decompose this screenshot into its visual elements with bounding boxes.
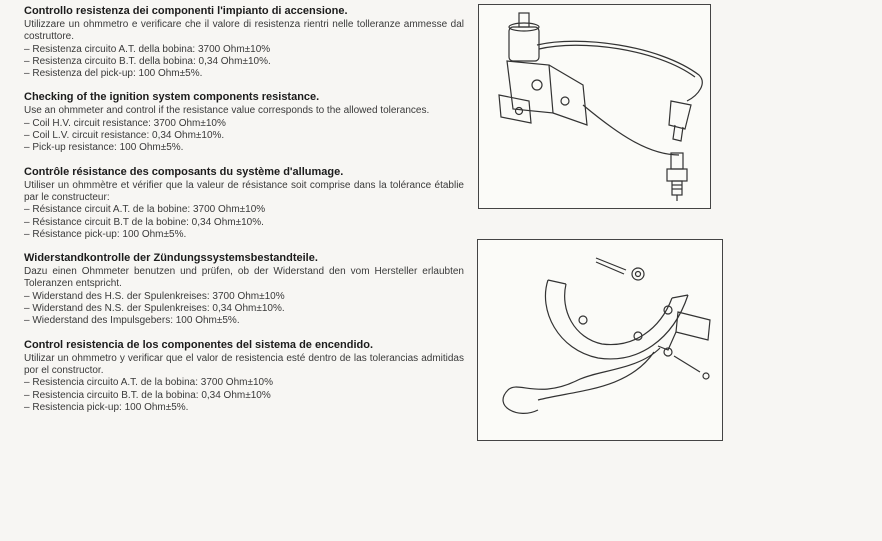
coil-terminal [519, 13, 529, 27]
ignition-coil-figure [478, 4, 711, 209]
spec-item: – Résistance circuit A.T. de la bobine: 3700 Ohm±10% [24, 204, 464, 216]
lv-wire [583, 105, 679, 155]
spec-item: – Résistance circuit B.T de la bobine: 0,34 Ohm±10%. [24, 217, 464, 229]
bolt-head [532, 80, 542, 90]
spec-item: – Resistencia circuito A.T. de la bobina: 3700 Ohm±10% [24, 377, 464, 389]
spec-item: – Wiederstand des Impulsgebers: 100 Ohm±5%. [24, 315, 464, 327]
text-column [24, 4, 464, 424]
pick-up-sensor-assembly-icon [478, 240, 722, 440]
screw [674, 356, 700, 372]
section-heading: Widerstandkontrolle der Zündungssystemsbestandteile. [24, 252, 318, 265]
coil-body [509, 27, 539, 61]
bracket-side [549, 65, 587, 125]
spec-item: – Resistencia pick-up: 100 Ohm±5%. [24, 402, 464, 414]
spec-list [24, 291, 464, 328]
pickup-wire [503, 348, 660, 413]
pickup-body [676, 312, 710, 340]
bolt-head [561, 97, 569, 105]
spec-item: – Resistencia circuito B.T. de la bobina: 0,34 Ohm±10% [24, 390, 464, 402]
spec-item: – Resistenza circuito B.T. della bobina: 0,34 Ohm±10%. [24, 56, 464, 68]
spec-item: – Coil L.V. circuit resistance: 0,34 Ohm±10%. [24, 130, 464, 142]
spec-item: – Widerstand des H.S. der Spulenkreises: 3700 Ohm±10% [24, 291, 464, 303]
spec-item: – Pick-up resistance: 100 Ohm±5%. [24, 142, 464, 154]
section-heading: Control resistencia de los componentes del sistema de encendido. [24, 338, 374, 351]
stator-plate-inner [565, 284, 672, 345]
plug-cap [669, 101, 691, 129]
section-intro: Dazu einen Ohmmeter benutzen und prüfen, ob der Widerstand den vom Hersteller erlaubten Toleranzen entspricht. [24, 266, 464, 290]
section-heading: Contrôle résistance des composants du système d'allumage. [24, 165, 344, 178]
plug-hex [667, 169, 687, 181]
section-spanish [24, 338, 464, 414]
section-heading: Controllo resistenza dei componenti l'impianto di accensione. [24, 5, 348, 17]
bolt-head [516, 108, 523, 115]
pickup-arm [658, 332, 676, 350]
plug-thread [672, 181, 682, 195]
spec-item: – Widerstand des N.S. der Spulenkreises: 0,34 Ohm±10%. [24, 303, 464, 315]
spec-list [24, 377, 464, 414]
spec-list [24, 204, 464, 241]
pickup-wire-2 [538, 352, 654, 400]
pickup-sensor-figure [477, 239, 723, 441]
spec-item: – Coil H.V. circuit resistance: 3700 Ohm±10% [24, 118, 464, 130]
section-italian [24, 4, 464, 80]
spec-item: – Résistance pick-up: 100 Ohm±5%. [24, 229, 464, 241]
spec-list [24, 44, 464, 81]
ht-lead [537, 41, 702, 101]
section-intro: Utiliser un ohmmètre et vérifier que la valeur de résistance soit comprise dans la tolérance établie par le constructeur: [24, 179, 464, 203]
nut [632, 268, 644, 280]
spec-item: – Resistenza del pick-up: 100 Ohm±5%. [24, 68, 464, 80]
screw-head [703, 373, 709, 379]
section-intro: Use an ohmmeter and control if the resistance value corresponds to the allowed tolerances. [24, 105, 430, 117]
section-german [24, 251, 464, 327]
section-french [24, 165, 464, 241]
spec-item: – Resistenza circuito A.T. della bobina: 3700 Ohm±10% [24, 44, 464, 56]
stator-plate-outer [545, 280, 688, 359]
ignition-coil-with-spark-plug-icon [479, 5, 710, 208]
spec-list [24, 118, 464, 155]
section-heading: Checking of the ignition system components resistance. [24, 91, 320, 104]
section-intro: Utilizzare un ohmmetro e verificare che il valore di resistenza rientri nelle tolleranze ammesse dal costruttore. [24, 19, 464, 43]
coil-bracket [507, 61, 553, 113]
section-intro: Utilizar un ohmmetro y verificar que el valor de resistencia esté dentro de las tolerancias admitidas por el constructor. [24, 352, 464, 376]
hole [579, 316, 587, 324]
section-english [24, 90, 464, 154]
